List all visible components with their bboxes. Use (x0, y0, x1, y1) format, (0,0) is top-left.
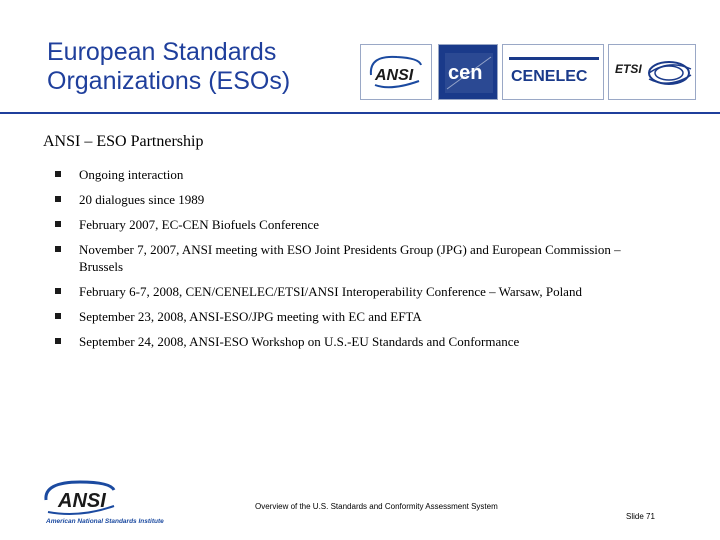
bullet-item (55, 333, 665, 350)
slide-title-line1: European Standards (47, 38, 277, 66)
section-subtitle: ANSI – ESO Partnership (43, 133, 204, 150)
footer-ansi-logo-subtext: American National Standards Institute (46, 518, 164, 525)
square-bullet-icon (55, 338, 61, 344)
bullet-item (55, 308, 665, 325)
bullet-text: 20 dialogues since 1989 (79, 192, 205, 207)
footer-caption: Overview of the U.S. Standards and Conformity Assessment System (255, 502, 498, 511)
eso-logo-strip (360, 44, 700, 110)
slide-title (47, 38, 367, 96)
bullet-text: September 23, 2008, ANSI-ESO/JPG meeting with EC and EFTA (79, 309, 422, 324)
bullet-item (55, 216, 665, 233)
bullet-item (55, 241, 665, 275)
title-rule (0, 112, 720, 114)
cenelec-logo-text: CENELEC (511, 68, 588, 85)
cenelec-logo (502, 44, 604, 100)
bullet-text: November 7, 2007, ANSI meeting with ESO Joint Presidents Group (JPG) and European Commission – Brussels (79, 242, 621, 274)
ansi-logo (360, 44, 432, 100)
footer-ansi-logo-text: ANSI (58, 490, 106, 512)
slide-number: Slide 71 (626, 512, 655, 521)
bullet-list (55, 166, 665, 358)
bullet-item (55, 191, 665, 208)
bullet-item (55, 283, 665, 300)
bullet-text: Ongoing interaction (79, 167, 184, 182)
square-bullet-icon (55, 171, 61, 177)
bullet-item (55, 166, 665, 183)
cen-logo-text: cen (448, 62, 483, 84)
square-bullet-icon (55, 288, 61, 294)
slide-title-line2: Organizations (ESOs) (47, 67, 291, 95)
bullet-text: February 6-7, 2008, CEN/CENELEC/ETSI/ANSI Interoperability Conference – Warsaw, Poland (79, 284, 582, 299)
etsi-logo (608, 44, 696, 100)
footer-ansi-logo (40, 478, 200, 526)
ansi-logo-text: ANSI (375, 67, 414, 84)
square-bullet-icon (55, 313, 61, 319)
cen-logo (438, 44, 498, 100)
square-bullet-icon (55, 196, 61, 202)
etsi-logo-text: ETSI (615, 62, 642, 76)
square-bullet-icon (55, 246, 61, 252)
bullet-text: February 2007, EC-CEN Biofuels Conference (79, 217, 320, 232)
bullet-text: September 24, 2008, ANSI-ESO Workshop on U.S.-EU Standards and Conformance (79, 334, 520, 349)
square-bullet-icon (55, 221, 61, 227)
